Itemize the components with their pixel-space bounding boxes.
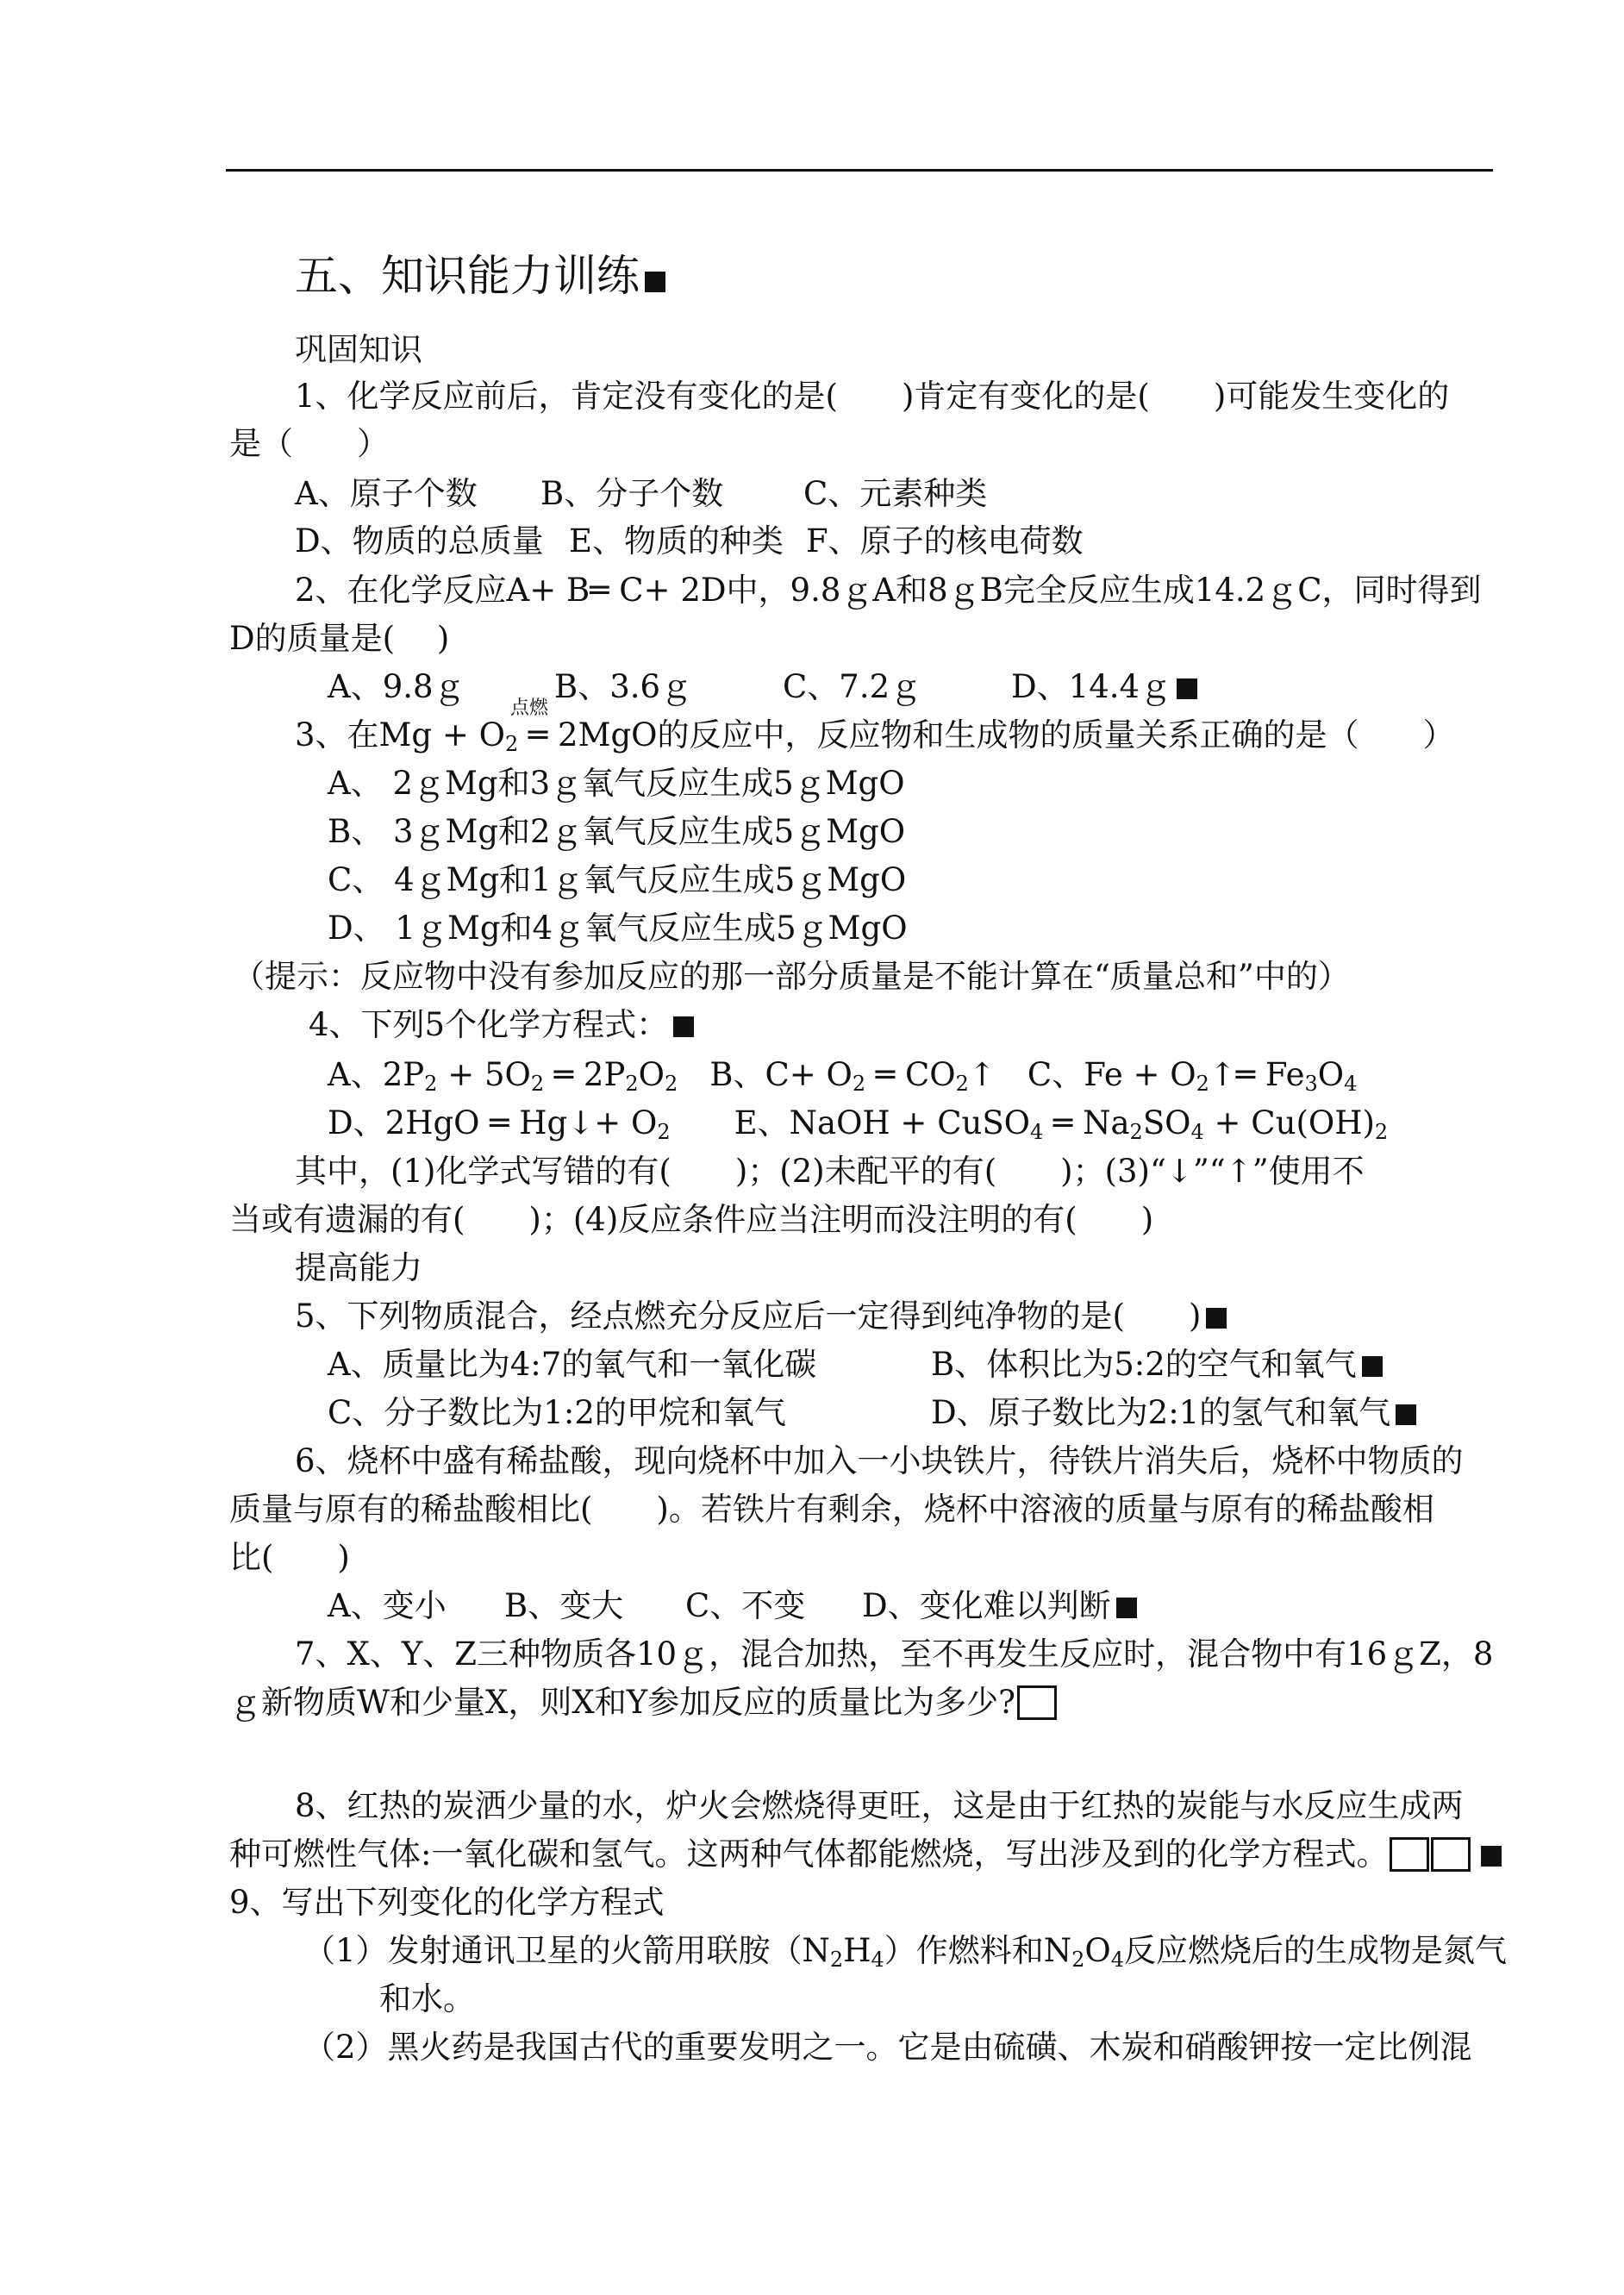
q1-line1: 1、化学反应前后，肯定没有变化的是( )肯定有变化的是( )可能发生变化的: [295, 378, 1450, 415]
answer-box[interactable]: [1431, 1837, 1471, 1872]
q2-options: [328, 667, 1197, 707]
q1-option-f: F、原子的核电荷数: [806, 522, 1084, 560]
q7-line1: 7、X、Y、Z三种物质各10ｇ，混合加热，至不再发生反应时，混合物中有16ｇZ，8: [295, 1635, 1494, 1673]
header-rule: [226, 169, 1493, 172]
q8-line1: 8、红热的炭洒少量的水，炉火会燃烧得更旺，这是由于红热的炭能与水反应生成两: [295, 1787, 1464, 1824]
hint: （提示：反应物中没有参加反应的那一部分质量是不能计算在“质量总和”中的）: [233, 958, 1350, 995]
q4-line2: 当或有遗漏的有( )；(4)反应条件应当注明而没注明的有( ): [229, 1201, 1154, 1238]
q1-option-e: E、物质的种类: [569, 522, 784, 560]
answer-box[interactable]: [1017, 1685, 1057, 1720]
q6-line3: 比( ): [229, 1539, 350, 1576]
square-mark-icon: [1362, 1356, 1383, 1377]
q9-part1: （1）发射通讯卫星的火箭用联胺$(N_2H_4)$作燃料和$N_2O_4$反应燃烧后的生成物是氮气: [303, 1932, 1508, 1972]
square-mark-icon: [673, 1016, 694, 1037]
q1-option-a: A、原子个数: [295, 475, 478, 512]
q6-option-c: C、不变: [685, 1587, 806, 1624]
q5-options-row2: [328, 1393, 1416, 1433]
q9-part1-cont: 和水。: [379, 1980, 475, 2017]
square-mark-icon: [645, 272, 665, 292]
q2-option-b: B、3.6ｇ: [554, 668, 693, 705]
answer-box[interactable]: [1390, 1837, 1429, 1872]
square-mark-icon: [1206, 1308, 1227, 1329]
q1-line2: 是（ ）: [229, 425, 389, 462]
q5-option-d: D、原子数比为2:1的氢气和氧气: [931, 1394, 1391, 1431]
q2-option-c: C、7.2ｇ: [783, 668, 922, 705]
square-mark-icon: [1177, 678, 1197, 699]
q9-stem: 9、写出下列变化的化学方程式: [229, 1884, 665, 1921]
q3-option-c: C、 4ｇMg和1ｇ氧气反应生成5ｇMgO: [328, 861, 907, 898]
q5-option-a: A、质量比为4:7的氧气和一氧化碳: [328, 1346, 817, 1383]
q4-equations-row2: D、2HgO ═ Hg↓+ $O_2$ E、NaOH + CuSO$_4$ ═ $Na_2SO_4 + Cu(OH)_2$: [328, 1104, 1389, 1144]
q6-line2: 质量与原有的稀盐酸相比( )。若铁片有剩余，烧杯中溶液的质量与原有的稀盐酸相: [229, 1491, 1434, 1528]
q4-stem: 4、下列5个化学方程式：: [309, 1005, 694, 1045]
q5-option-b: B、体积比为5:2的空气和氧气: [931, 1346, 1357, 1383]
q2-option-d: D、14.4ｇ: [1011, 668, 1172, 705]
q6-option-b: B、变大: [504, 1587, 624, 1624]
square-mark-icon: [1116, 1598, 1137, 1618]
q3-option-b: B、 3ｇMg和2ｇ氧气反应生成5ｇMgO: [328, 813, 906, 850]
subsection-improve: 提高能力: [295, 1249, 422, 1286]
q3-option-d: D、 1ｇMg和4ｇ氧气反应生成5ｇMgO: [328, 910, 908, 947]
q5-options-row1: [328, 1345, 1383, 1385]
square-mark-icon: [1481, 1846, 1502, 1867]
q6-option-d: D、变化难以判断: [862, 1587, 1111, 1624]
q2-option-a: A、9.8ｇ: [328, 668, 465, 705]
q1-option-b: B、分子个数: [540, 475, 724, 512]
q1-options-row1: [295, 474, 987, 514]
q6-options: [328, 1586, 1137, 1626]
subsection-consolidate: 巩固知识: [295, 331, 422, 368]
q5-option-c: C、分子数比为1:2的甲烷和氧气: [328, 1394, 786, 1431]
q4-line1: 其中，(1)化学式写错的有( )；(2)未配平的有( )；(3)“↓”“↑”使用不: [295, 1153, 1365, 1190]
q8-line2: 种可燃性气体:一氧化碳和氢气。这两种气体都能燃烧，写出涉及到的化学方程式。: [229, 1835, 1502, 1874]
q2-line1: 2、在化学反应A+ B═ C+ 2D中，9.8ｇA和8ｇB完全反应生成14.2ｇC，同时得到: [295, 572, 1482, 609]
q1-options-row2: [295, 522, 1084, 561]
q5-stem: 5、下列物质混合，经点燃充分反应后一定得到纯净物的是( ): [295, 1297, 1227, 1336]
q4-equations-row1: A、$2P_2 + 5O_2$ ═ $2P_2O_2$ B、$C+ O_2$ ═ $CO_2↑$ C、$Fe + O_2↑═$ $Fe_3O_4$: [328, 1056, 1358, 1096]
q6-line1: 6、烧杯中盛有稀盐酸，现向烧杯中加入一小块铁片，待铁片消失后，烧杯中物质的: [295, 1442, 1464, 1479]
reaction-condition-label: 点燃: [510, 697, 549, 719]
square-mark-icon: [1396, 1404, 1416, 1425]
q3-option-a: A、 2ｇMg和3ｇ氧气反应生成5ｇMgO: [328, 765, 905, 802]
q3-stem: 3、在$Mg + O_2$ ═ 2MgO的反应中，反应物和生成物的质量关系正确的是（ ）: [295, 716, 1455, 756]
q6-option-a: A、变小: [328, 1587, 447, 1624]
q7-line2: ｇ新物质W和少量X，则X和Y参加反应的质量比为多少?: [229, 1683, 1057, 1723]
section-title: 五、知识能力训练: [295, 250, 665, 302]
q1-option-d: D、物质的总质量: [295, 522, 544, 560]
q2-line2: D的质量是( ): [229, 620, 450, 657]
q1-option-c: C、元素种类: [803, 475, 988, 512]
q9-part2: （2）黑火药是我国古代的重要发明之一。它是由硫磺、木炭和硝酸钾按一定比例混: [303, 2029, 1472, 2066]
